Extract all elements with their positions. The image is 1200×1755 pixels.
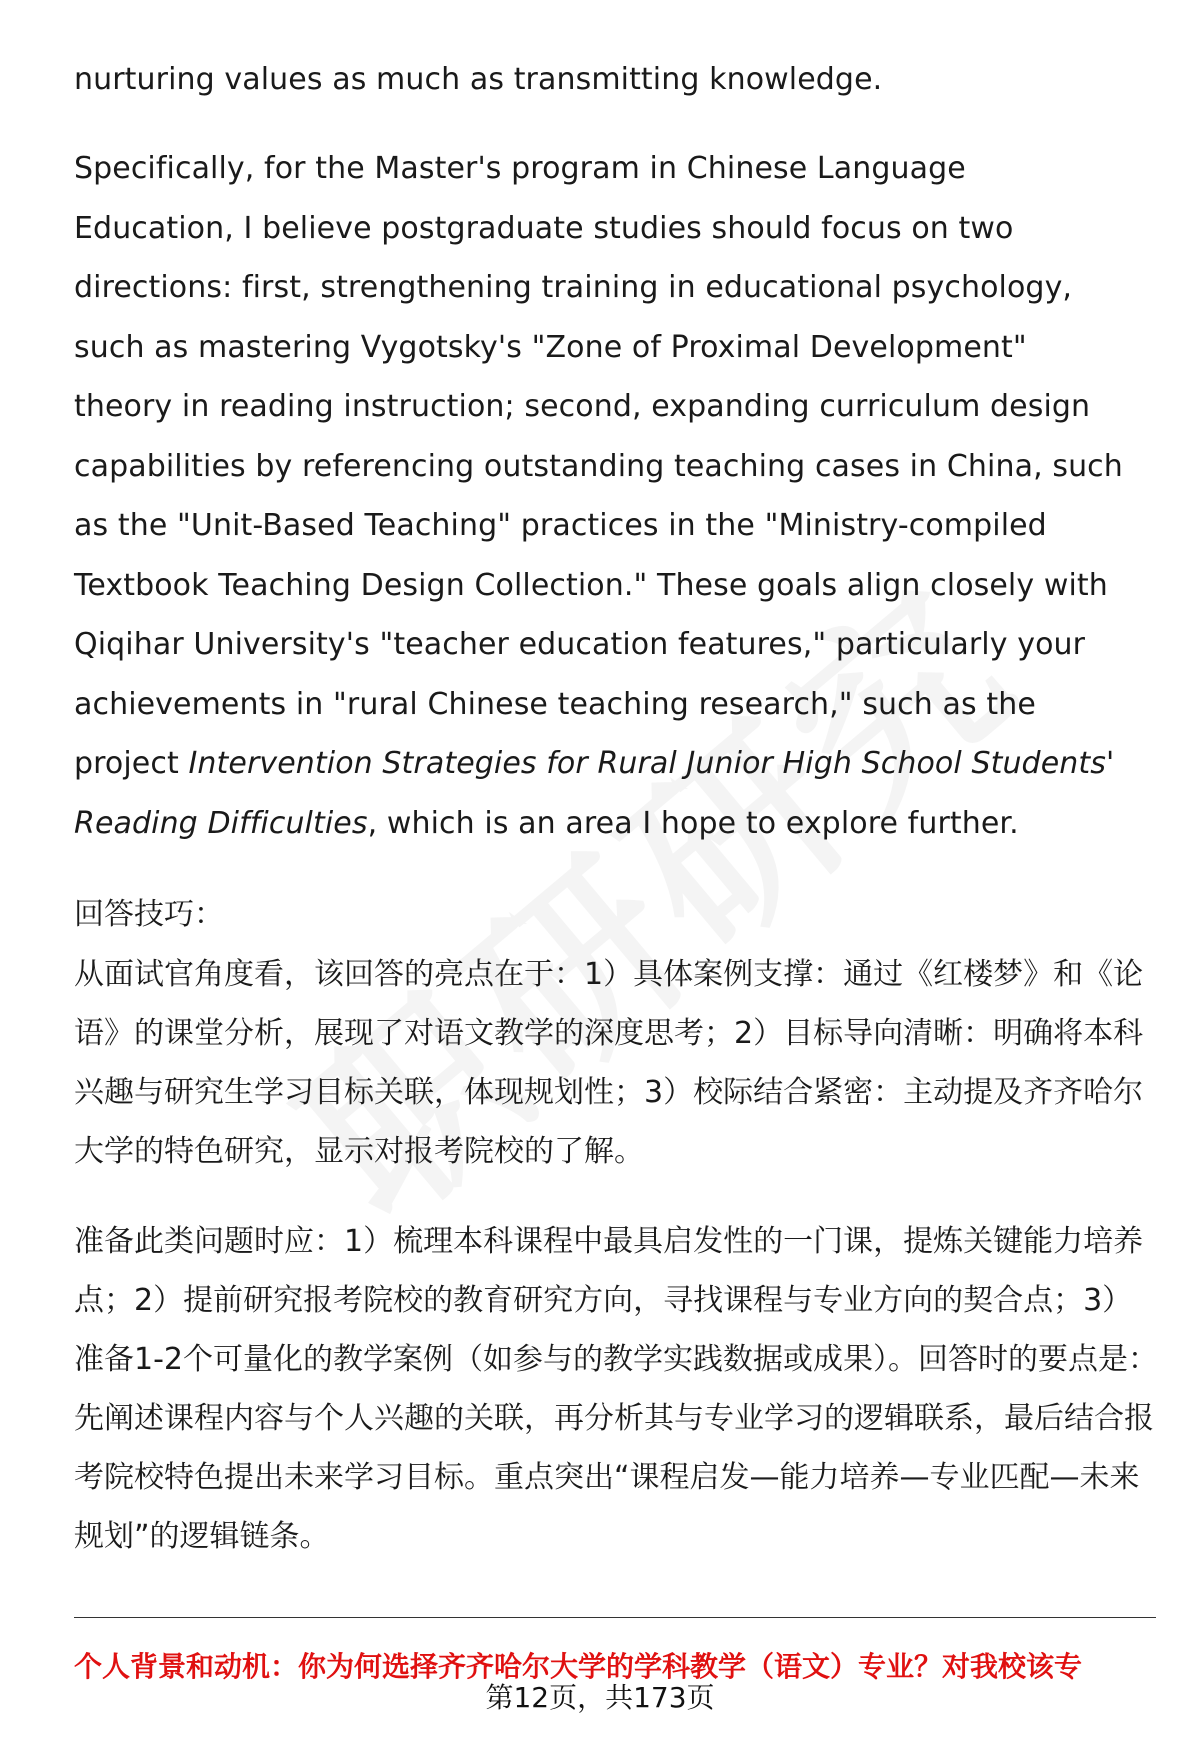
- next-question-heading: 个人背景和动机：你为何选择齐齐哈尔大学的学科教学（语文）专业？对我校该专: [74, 1650, 1083, 1683]
- paragraph-goals-ending: , which is an area I hope to explore further.: [367, 805, 1019, 841]
- tips-body: 从面试官角度看，该回答的亮点在于：1）具体案例支撑：通过《红楼梦》和《论语》的课堂分析，展现了对语文教学的深度思考；2）目标导向清晰：明确将本科兴趣与研究生学习目标关联，体现规划性；3）校际结合紧密：主动提及齐齐哈尔大学的特色研究，显示对报考院校的了解。: [74, 957, 1144, 1169]
- paragraph-goals: [74, 139, 1134, 853]
- preparation-advice: 准备此类问题时应：1）梳理本科课程中最具启发性的一门课，提炼关键能力培养点；2）提前研究报考院校的教育研究方向，寻找课程与专业方向的契合点；3）准备1-2个可量化的教学案例（如参与的教学实践数据或成果）。回答时的要点是：先阐述课程内容与个人兴趣的关联，再分析其与专业学习的逻辑联系，最后结合报考院校特色提出未来学习目标。重点突出“课程启发—能力培养—专业匹配—未来规划”的逻辑链条。: [74, 1224, 1158, 1554]
- tips-heading: 回答技巧：: [74, 897, 224, 932]
- page-number: 第12页，共173页: [485, 1681, 715, 1714]
- paragraph-continuation: nurturing values as much as transmitting knowledge.: [74, 62, 883, 97]
- project-title: Intervention Strategies for Rural Junior High School Students' Reading Difficulties: [74, 746, 1115, 841]
- paragraph-goals-text: Specifically, for the Master's program in Chinese Language Education, I believe postgraduate studies should focus on two directions: first, strengthening training in educational psychology, such as mastering Vygotsky's "Zone of Proximal Development" theory in reading instruction; second, expanding curriculum design capabilities by referencing outstanding teaching cases in China, such as the "Unit-Based Teaching" practices in the "Ministry-compiled Textbook Teaching Design Collection." These goals align closely with Qiqihar University's "teacher education features," particularly your achievements in "rural Chinese teaching research," such as the project: [74, 151, 1123, 781]
- section-divider: [74, 1617, 1156, 1618]
